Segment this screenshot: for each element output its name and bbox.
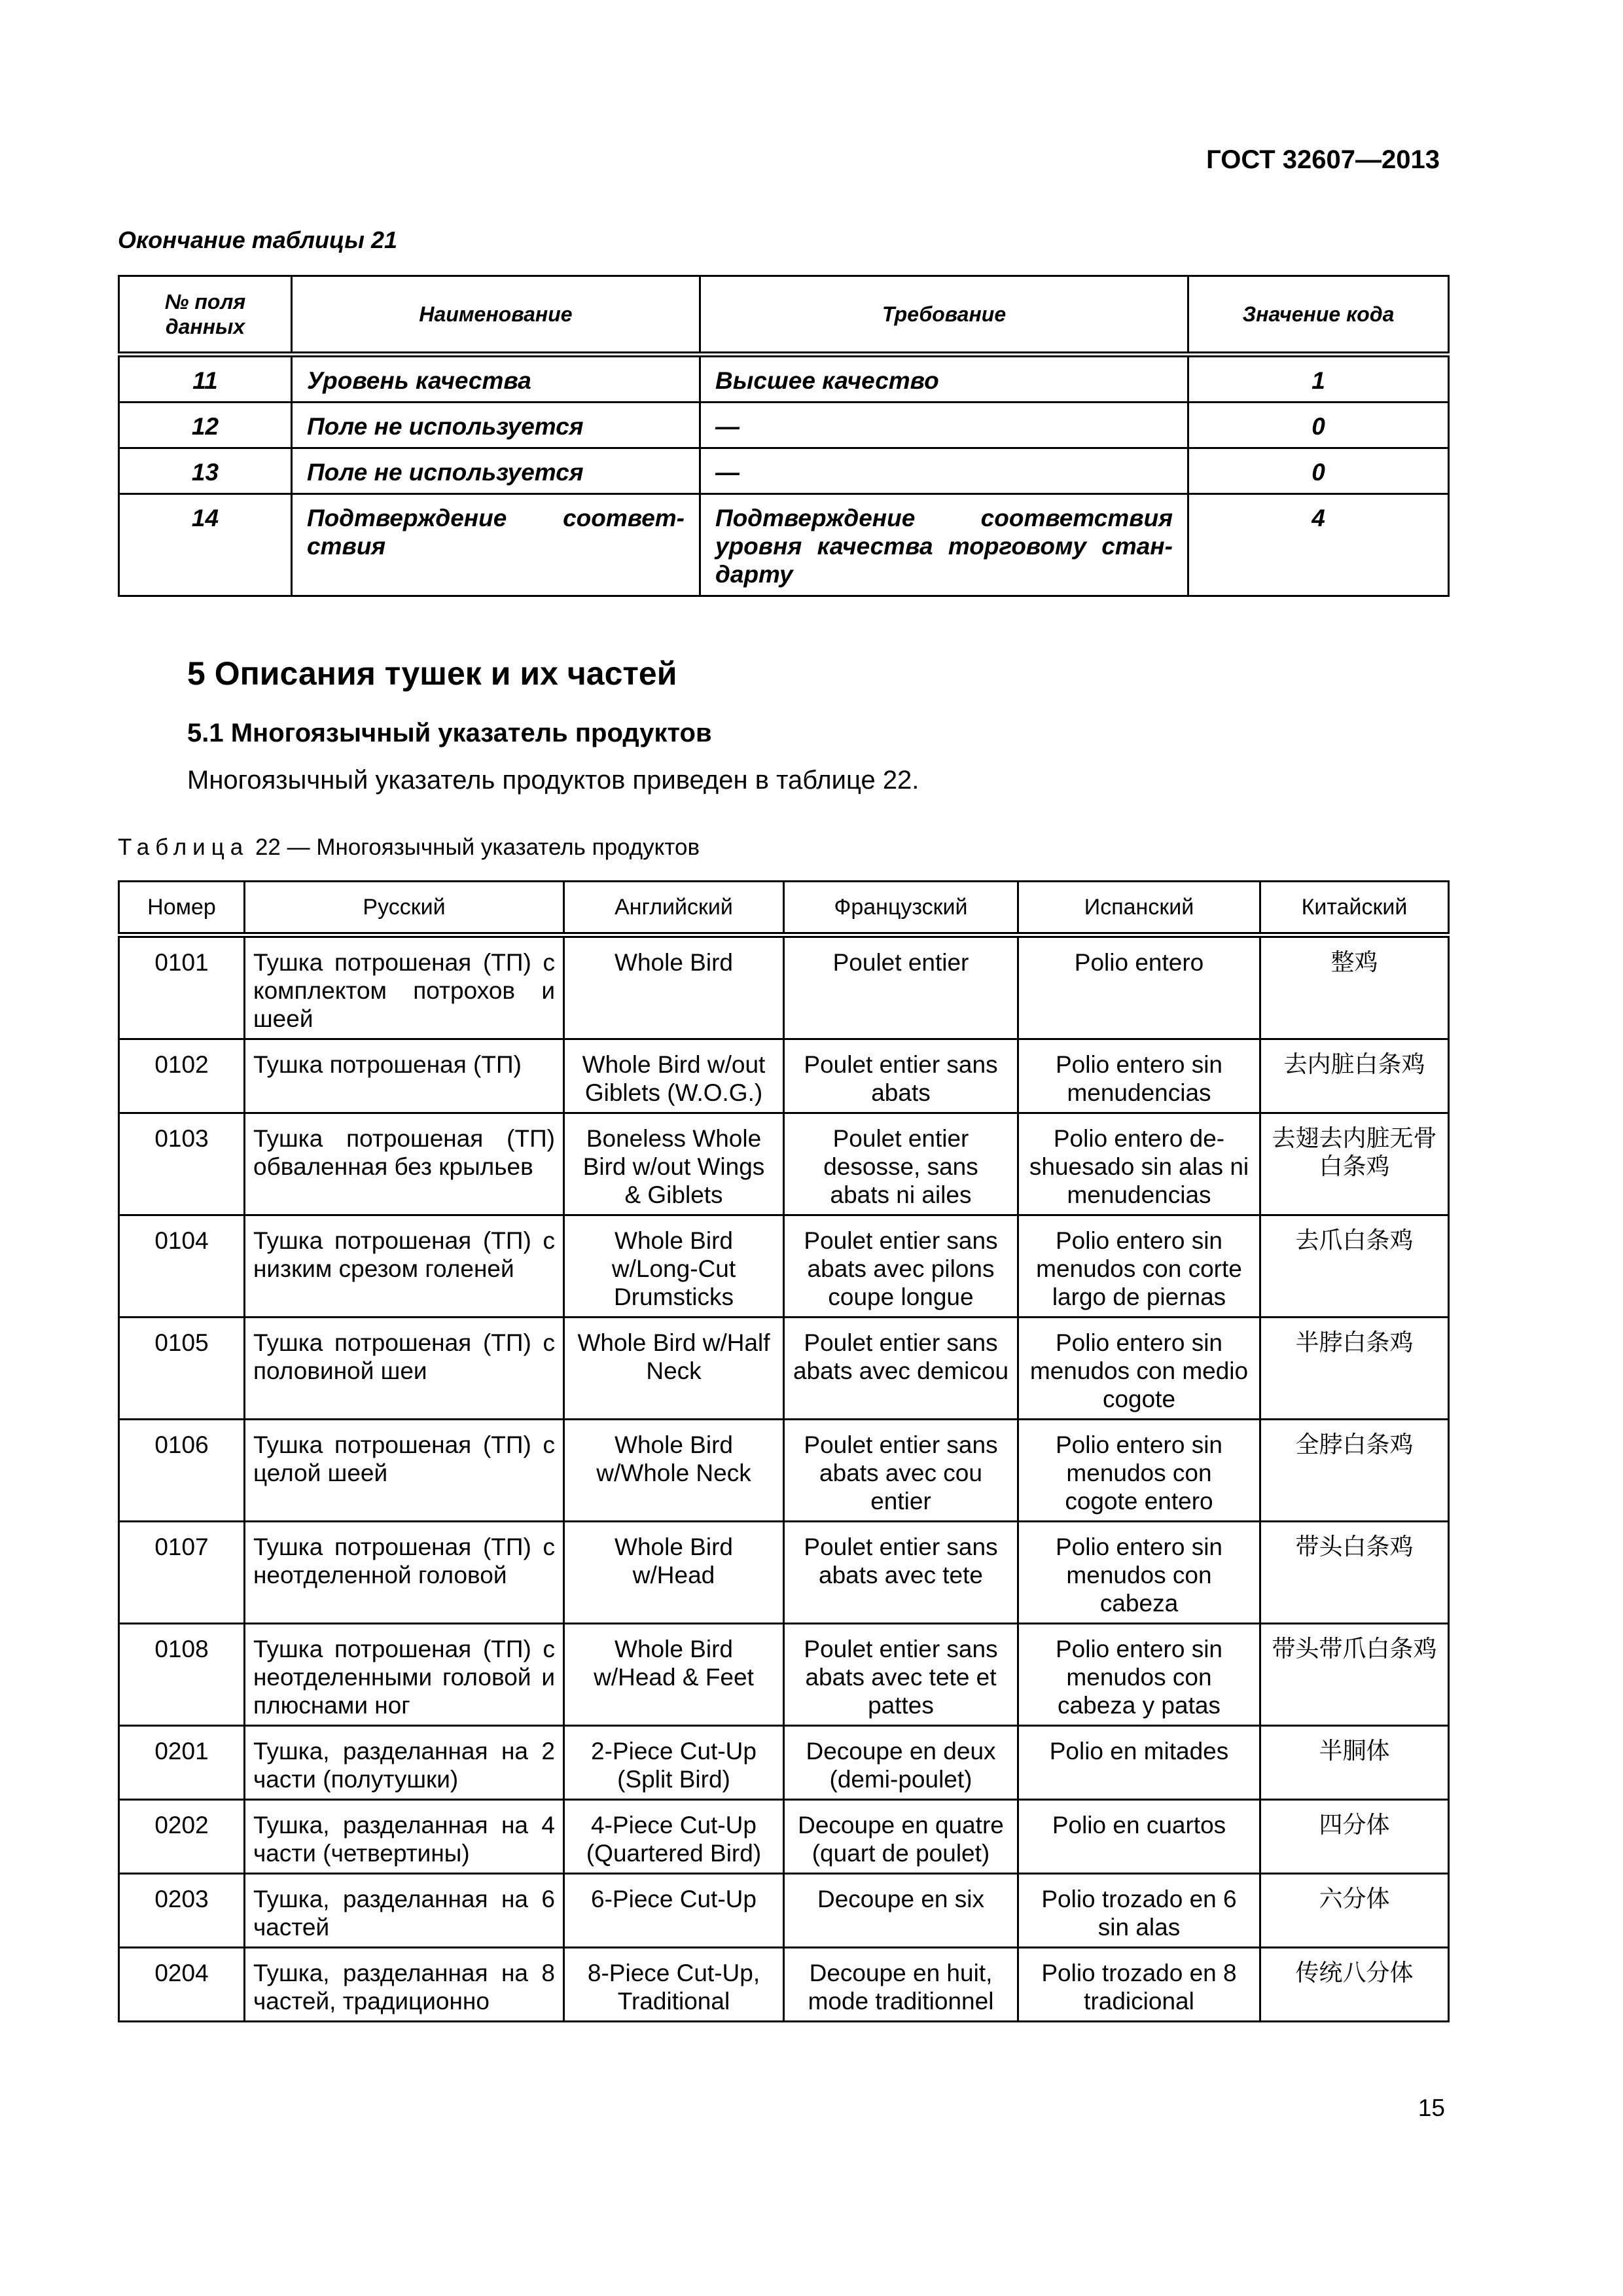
cell-fr: Poulet entier bbox=[784, 935, 1018, 1039]
table-row bbox=[119, 1874, 1449, 1948]
column-header: № поля данных bbox=[119, 276, 292, 355]
table-header-row bbox=[119, 276, 1449, 355]
cell-code: 4 bbox=[1188, 494, 1449, 596]
table-row bbox=[119, 355, 1449, 403]
cell-en: Whole Bird w/out Giblets (W.O.G.) bbox=[564, 1039, 784, 1113]
cell-requirement: — bbox=[700, 448, 1188, 494]
cell-fr: Decoupe en six bbox=[784, 1874, 1018, 1948]
cell-zh: 带头带爪白条鸡 bbox=[1260, 1624, 1449, 1726]
cell-fr: Poulet entier sans abats bbox=[784, 1039, 1018, 1113]
cell-name: Уровень качества bbox=[292, 355, 700, 403]
table-header-row bbox=[119, 882, 1449, 935]
cell-en: 4-Piece Cut-Up (Quartered Bird) bbox=[564, 1800, 784, 1874]
cell-es: Polio trozado en 8 tradicional bbox=[1018, 1948, 1260, 2022]
cell-es: Polio entero sin menudos con cogote entero bbox=[1018, 1420, 1260, 1522]
cell-name: Поле не используется bbox=[292, 403, 700, 448]
cell-ru: Тушка потрошеная (ТП) с половиной шеи bbox=[245, 1318, 564, 1420]
cell-es: Polio en mitades bbox=[1018, 1726, 1260, 1800]
cell-en: 8-Piece Cut-Up, Traditional bbox=[564, 1948, 784, 2022]
cell-num: 0108 bbox=[119, 1624, 245, 1726]
cell-code: 1 bbox=[1188, 355, 1449, 403]
table-row bbox=[119, 1726, 1449, 1800]
cell-ru: Тушка, разделанная на 6 частей bbox=[245, 1874, 564, 1948]
cell-fr: Poulet entier sans abats avec pilons coupe longue bbox=[784, 1215, 1018, 1318]
cell-ru: Тушка потрошеная (ТП) обваленная без крыльев bbox=[245, 1113, 564, 1215]
cell-fr: Decoupe en huit, mode traditionnel bbox=[784, 1948, 1018, 2022]
cell-zh: 去内脏白条鸡 bbox=[1260, 1039, 1449, 1113]
column-header: Английский bbox=[564, 882, 784, 935]
table-row bbox=[119, 1522, 1449, 1624]
cell-es: Polio entero sin menudos con cabeza bbox=[1018, 1522, 1260, 1624]
table-row bbox=[119, 1420, 1449, 1522]
table-row bbox=[119, 1039, 1449, 1113]
cell-fr: Decoupe en deux (demi-poulet) bbox=[784, 1726, 1018, 1800]
table-row bbox=[119, 1215, 1449, 1318]
cell-num: 0102 bbox=[119, 1039, 245, 1113]
intro-paragraph: Многоязычный указатель продуктов приведен в таблице 22. bbox=[187, 766, 919, 795]
cell-requirement: — bbox=[700, 403, 1188, 448]
table-row bbox=[119, 494, 1449, 596]
table-caption-word: Таблица bbox=[118, 834, 249, 860]
table-21 bbox=[118, 275, 1450, 597]
cell-zh: 全脖白条鸡 bbox=[1260, 1420, 1449, 1522]
cell-es: Polio entero sin menudos con cabeza y patas bbox=[1018, 1624, 1260, 1726]
table-row bbox=[119, 1948, 1449, 2022]
cell-num: 0106 bbox=[119, 1420, 245, 1522]
column-header: Русский bbox=[245, 882, 564, 935]
cell-es: Polio entero bbox=[1018, 935, 1260, 1039]
cell-ru: Тушка потрошеная (ТП) с комплектом потрохов и шеей bbox=[245, 935, 564, 1039]
table-row bbox=[119, 1624, 1449, 1726]
table-caption-text: 22 — Многоязычный указатель продуктов bbox=[255, 834, 700, 860]
cell-num: 0101 bbox=[119, 935, 245, 1039]
cell-num: 13 bbox=[119, 448, 292, 494]
column-header: Французский bbox=[784, 882, 1018, 935]
cell-requirement: Подтверждение соответствия уровня качества торговому стандарту bbox=[700, 494, 1188, 596]
cell-code: 0 bbox=[1188, 448, 1449, 494]
cell-num: 0201 bbox=[119, 1726, 245, 1800]
cell-fr: Poulet entier sans abats avec tete bbox=[784, 1522, 1018, 1624]
cell-ru: Тушка, разделанная на 8 частей, традиционно bbox=[245, 1948, 564, 2022]
subsection-title: 5.1 Многоязычный указатель продуктов bbox=[187, 719, 712, 747]
cell-fr: Poulet entier sans abats avec tete et pattes bbox=[784, 1624, 1018, 1726]
cell-requirement: Высшее качество bbox=[700, 355, 1188, 403]
cell-num: 14 bbox=[119, 494, 292, 596]
cell-ru: Тушка потрошеная (ТП) с неотделенными головой и плюснами ног bbox=[245, 1624, 564, 1726]
cell-zh: 整鸡 bbox=[1260, 935, 1449, 1039]
cell-num: 0104 bbox=[119, 1215, 245, 1318]
cell-ru: Тушка потрошеная (ТП) с целой шеей bbox=[245, 1420, 564, 1522]
cell-ru: Тушка потрошеная (ТП) с низким срезом голеней bbox=[245, 1215, 564, 1318]
cell-en: Whole Bird bbox=[564, 935, 784, 1039]
cell-fr: Poulet entier desosse, sans abats ni ailes bbox=[784, 1113, 1018, 1215]
table-row bbox=[119, 448, 1449, 494]
cell-code: 0 bbox=[1188, 403, 1449, 448]
document-code: ГОСТ 32607—2013 bbox=[1206, 145, 1440, 174]
cell-zh: 半脖白条鸡 bbox=[1260, 1318, 1449, 1420]
cell-num: 0202 bbox=[119, 1800, 245, 1874]
cell-name: Поле не используется bbox=[292, 448, 700, 494]
cell-en: Boneless Whole Bird w/out Wings & Giblets bbox=[564, 1113, 784, 1215]
cell-name: Подтверждение соответствия bbox=[292, 494, 700, 596]
cell-es: Polio entero sin menudos con medio cogote bbox=[1018, 1318, 1260, 1420]
cell-fr: Poulet entier sans abats avec demicou bbox=[784, 1318, 1018, 1420]
cell-fr: Decoupe en quatre (quart de poulet) bbox=[784, 1800, 1018, 1874]
table-22 bbox=[118, 880, 1450, 2022]
cell-en: Whole Bird w/Long-Cut Drumsticks bbox=[564, 1215, 784, 1318]
cell-es: Polio trozado en 6 sin alas bbox=[1018, 1874, 1260, 1948]
cell-num: 12 bbox=[119, 403, 292, 448]
table-row bbox=[119, 1318, 1449, 1420]
cell-es: Polio entero sin menudos con corte largo de piernas bbox=[1018, 1215, 1260, 1318]
cell-num: 0203 bbox=[119, 1874, 245, 1948]
cell-zh: 六分体 bbox=[1260, 1874, 1449, 1948]
cell-zh: 去爪白条鸡 bbox=[1260, 1215, 1449, 1318]
table-row bbox=[119, 1800, 1449, 1874]
cell-ru: Тушка потрошеная (ТП) с неотделенной головой bbox=[245, 1522, 564, 1624]
cell-num: 11 bbox=[119, 355, 292, 403]
cell-es: Polio entero sin menudencias bbox=[1018, 1039, 1260, 1113]
section-title: 5 Описания тушек и их частей bbox=[187, 655, 677, 692]
cell-zh: 去翅去内脏无骨 白条鸡 bbox=[1260, 1113, 1449, 1215]
cell-en: Whole Bird w/Head & Feet bbox=[564, 1624, 784, 1726]
column-header: Наименование bbox=[292, 276, 700, 355]
cell-en: Whole Bird w/Half Neck bbox=[564, 1318, 784, 1420]
cell-en: Whole Bird w/Whole Neck bbox=[564, 1420, 784, 1522]
column-header: Испанский bbox=[1018, 882, 1260, 935]
cell-ru: Тушка, разделанная на 2 части (полутушки) bbox=[245, 1726, 564, 1800]
cell-zh: 半胴体 bbox=[1260, 1726, 1449, 1800]
cell-zh: 四分体 bbox=[1260, 1800, 1449, 1874]
column-header: Китайский bbox=[1260, 882, 1449, 935]
page-number: 15 bbox=[1418, 2094, 1445, 2121]
cell-es: Polio en cuartos bbox=[1018, 1800, 1260, 1874]
table-row bbox=[119, 403, 1449, 448]
cell-num: 0105 bbox=[119, 1318, 245, 1420]
table-row bbox=[119, 1113, 1449, 1215]
cell-fr: Poulet entier sans abats avec cou entier bbox=[784, 1420, 1018, 1522]
cell-es: Polio entero deshuesado sin alas ni menudencias bbox=[1018, 1113, 1260, 1215]
cell-ru: Тушка, разделанная на 4 части (четвертины) bbox=[245, 1800, 564, 1874]
cell-num: 0103 bbox=[119, 1113, 245, 1215]
table-caption bbox=[118, 834, 700, 861]
cell-en: 2-Piece Cut-Up (Split Bird) bbox=[564, 1726, 784, 1800]
column-header: Требование bbox=[700, 276, 1188, 355]
cell-zh: 带头白条鸡 bbox=[1260, 1522, 1449, 1624]
cell-en: Whole Bird w/Head bbox=[564, 1522, 784, 1624]
cell-zh: 传统八分体 bbox=[1260, 1948, 1449, 2022]
cell-num: 0107 bbox=[119, 1522, 245, 1624]
cell-ru: Тушка потрошеная (ТП) bbox=[245, 1039, 564, 1113]
table-row bbox=[119, 935, 1449, 1039]
column-header: Номер bbox=[119, 882, 245, 935]
column-header: Значение кода bbox=[1188, 276, 1449, 355]
cell-num: 0204 bbox=[119, 1948, 245, 2022]
table-continuation-label: Окончание таблицы 21 bbox=[118, 226, 398, 253]
cell-en: 6-Piece Cut-Up bbox=[564, 1874, 784, 1948]
